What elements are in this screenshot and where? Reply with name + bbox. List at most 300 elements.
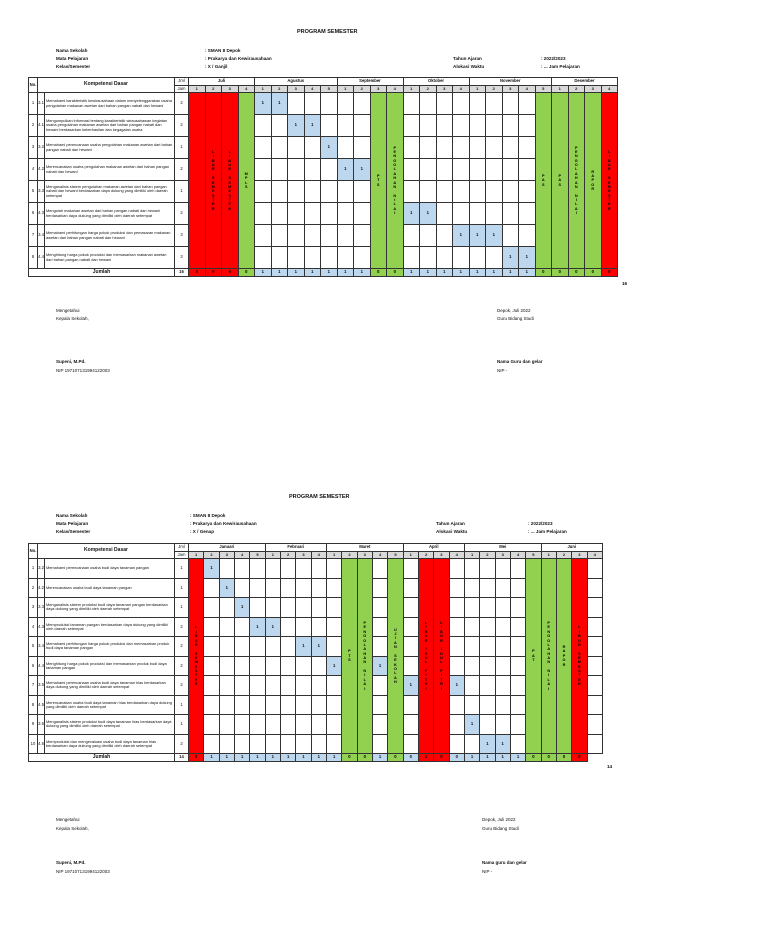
empty-cell — [495, 637, 510, 657]
empty-cell — [469, 203, 486, 225]
row-kd-text: Memahami perencanaan usaha budi daya tanaman pangan — [45, 559, 175, 579]
empty-cell — [449, 617, 464, 637]
empty-cell — [469, 159, 486, 181]
row-kd-text: Menganalisis sistem pengolahan makanan awetan dari bahan pangan nabati dan hewani berdasarkan daya dukung yang dimiliki oleh daerah setempat — [45, 181, 175, 203]
table-row — [29, 159, 618, 181]
empty-cell — [449, 715, 464, 735]
empty-cell — [403, 159, 420, 181]
empty-cell — [403, 559, 418, 579]
empty-cell — [304, 247, 321, 269]
empty-cell — [495, 715, 510, 735]
week-number: 5 — [535, 86, 552, 93]
footer-week-total: 0 — [535, 269, 552, 277]
empty-cell — [311, 676, 326, 696]
week-number: 5 — [388, 552, 403, 559]
empty-cell — [403, 598, 418, 618]
week-number: 2 — [568, 86, 585, 93]
week-number: 4 — [449, 552, 464, 559]
empty-cell — [204, 637, 219, 657]
value-kelas-semester: : X / Ganjil — [205, 64, 228, 69]
label-tahun-ajaran: Tahun Ajaran — [453, 56, 482, 61]
footer-week-total: 1 — [255, 269, 272, 277]
holiday-column — [418, 559, 433, 754]
empty-cell — [234, 715, 249, 735]
row-no: 3 — [29, 137, 38, 159]
week-number: 5 — [526, 552, 541, 559]
empty-cell — [219, 695, 234, 715]
empty-cell — [372, 715, 387, 735]
week-number: 5 — [321, 86, 338, 93]
footer-week-total: 0 — [189, 269, 206, 277]
empty-cell — [436, 159, 453, 181]
empty-cell — [311, 617, 326, 637]
week-number: 4 — [238, 86, 255, 93]
month-header: April — [403, 544, 464, 552]
schedule-cell: 1 — [337, 159, 354, 181]
week-number: 5 — [250, 552, 265, 559]
empty-cell — [304, 93, 321, 115]
empty-cell — [321, 181, 338, 203]
table-row — [29, 203, 618, 225]
holiday-column — [434, 559, 449, 754]
row-jml: 1 — [175, 695, 189, 715]
empty-cell — [234, 637, 249, 657]
empty-cell — [510, 617, 525, 637]
empty-cell — [204, 578, 219, 598]
empty-cell — [265, 676, 280, 696]
week-number: 1 — [541, 552, 556, 559]
footer-week-total: 1 — [296, 754, 311, 762]
empty-cell — [495, 578, 510, 598]
empty-cell — [453, 159, 470, 181]
empty-cell — [486, 203, 503, 225]
holiday-column — [222, 93, 239, 269]
month-header: Juni — [541, 544, 602, 552]
schedule-cell: 1 — [372, 656, 387, 676]
empty-cell — [510, 715, 525, 735]
footer-week-total: 1 — [354, 269, 371, 277]
empty-cell — [480, 578, 495, 598]
activity-column — [541, 559, 556, 754]
footer-week-total: 0 — [449, 754, 464, 762]
empty-cell — [587, 656, 602, 676]
empty-cell — [420, 137, 437, 159]
vertical-label: L I B U R S E M E S T E R — [577, 625, 581, 687]
week-number: 2 — [205, 86, 222, 93]
month-header: Desember — [552, 78, 618, 86]
row-no: 10 — [29, 734, 38, 754]
empty-cell — [326, 695, 341, 715]
empty-cell — [480, 598, 495, 618]
row-jml: 2 — [175, 115, 189, 137]
row-kd-text: Menghitung harga pokok produksi dan memasarkan produk budi daya tanaman pangan — [45, 656, 175, 676]
week-number: 2 — [556, 552, 571, 559]
table-row — [29, 695, 603, 715]
empty-cell — [403, 695, 418, 715]
row-kd-text: Memahami perhitungan harga pokok produksi dan pemasaran makanan awetan dari bahan pangan nabati dan hewani — [45, 225, 175, 247]
row-jml: 2 — [175, 734, 189, 754]
activity-column — [357, 559, 372, 754]
label-nama-sekolah: Nama Sekolah — [56, 48, 88, 53]
empty-cell — [296, 578, 311, 598]
page-title: PROGRAM SEMESTER — [297, 29, 358, 35]
label-mata-pelajaran: Mata Pelajaran — [56, 56, 89, 61]
vertical-label: L I B U R I D U L F I T R I — [440, 621, 443, 691]
empty-cell — [326, 598, 341, 618]
row-kd-code: 4.6 — [38, 734, 45, 754]
empty-cell — [304, 137, 321, 159]
empty-cell — [502, 225, 519, 247]
header-kompetensi-dasar: Kompetensi Dasar — [38, 544, 175, 559]
footer-week-total: 0 — [238, 269, 255, 277]
empty-cell — [469, 137, 486, 159]
empty-cell — [288, 225, 305, 247]
footer-week-total: 1 — [280, 754, 295, 762]
table-row — [29, 578, 603, 598]
week-number: 1 — [403, 552, 418, 559]
empty-cell — [453, 181, 470, 203]
table-row — [29, 225, 618, 247]
empty-cell — [304, 225, 321, 247]
empty-cell — [403, 637, 418, 657]
row-no: 8 — [29, 247, 38, 269]
empty-cell — [486, 115, 503, 137]
sign-teacher-nip: NIP - — [482, 869, 493, 874]
empty-cell — [420, 225, 437, 247]
empty-cell — [321, 247, 338, 269]
empty-cell — [304, 159, 321, 181]
empty-cell — [296, 598, 311, 618]
empty-cell — [288, 159, 305, 181]
row-no: 6 — [29, 203, 38, 225]
empty-cell — [234, 734, 249, 754]
footer-week-total: 0 — [526, 754, 541, 762]
empty-cell — [469, 181, 486, 203]
empty-cell — [502, 137, 519, 159]
empty-cell — [436, 115, 453, 137]
empty-cell — [449, 637, 464, 657]
row-jml: 1 — [175, 598, 189, 618]
label-tahun-ajaran: Tahun Ajaran — [436, 521, 465, 526]
footer-week-total: 1 — [436, 269, 453, 277]
footer-week-total: 0 — [541, 754, 556, 762]
empty-cell — [219, 676, 234, 696]
row-jml: 1 — [175, 181, 189, 203]
empty-cell — [255, 181, 272, 203]
empty-cell — [420, 181, 437, 203]
empty-cell — [495, 676, 510, 696]
row-jml: 2 — [175, 617, 189, 637]
sign-principal-name: Supeni, M.Pd. — [56, 359, 86, 364]
schedule-cell: 1 — [250, 617, 265, 637]
week-number: 2 — [480, 552, 495, 559]
empty-cell — [502, 181, 519, 203]
activity-column — [526, 559, 541, 754]
activity-column — [556, 559, 571, 754]
empty-cell — [234, 559, 249, 579]
row-kd-text: Memahami perencanaan usaha budi daya tanaman hias berdasarkan daya dukung yang dimiliki oleh daerah setempat — [45, 676, 175, 696]
empty-cell — [326, 637, 341, 657]
label-mata-pelajaran: Mata Pelajaran — [56, 521, 89, 526]
footer-week-total: 1 — [502, 269, 519, 277]
empty-cell — [337, 93, 354, 115]
sign-principal-name: Supeni, M.Pd. — [56, 860, 86, 865]
empty-cell — [464, 578, 479, 598]
empty-cell — [464, 637, 479, 657]
sign-mengetahui: Mengetahui — [56, 308, 80, 313]
row-jml: 1 — [175, 578, 189, 598]
row-kd-code: 3.2 — [38, 137, 45, 159]
empty-cell — [469, 115, 486, 137]
empty-cell — [204, 617, 219, 637]
month-header: Maret — [326, 544, 403, 552]
empty-cell — [403, 93, 420, 115]
header-jam: Jam — [175, 552, 189, 559]
footer-week-total: 1 — [510, 754, 525, 762]
schedule-cell: 1 — [311, 637, 326, 657]
value-tahun-ajaran: : 2022/2023 — [541, 56, 566, 61]
empty-cell — [304, 181, 321, 203]
row-no: 8 — [29, 695, 38, 715]
footer-week-total: 0 — [387, 269, 404, 277]
label-alokasi-waktu: Alokasi Waktu — [453, 64, 485, 69]
empty-cell — [219, 637, 234, 657]
empty-cell — [510, 598, 525, 618]
month-header: Februari — [265, 544, 326, 552]
empty-cell — [265, 695, 280, 715]
vertical-label: P E N G O L A H A N N I L A I — [393, 145, 397, 216]
empty-cell — [436, 181, 453, 203]
table-row — [29, 676, 603, 696]
table-row — [29, 617, 603, 637]
schedule-cell: 1 — [519, 247, 536, 269]
row-jml: 3 — [175, 247, 189, 269]
schedule-cell: 1 — [449, 676, 464, 696]
header-jam: Jam — [175, 86, 189, 93]
vertical-label: L I B U R I D U L F I T R I — [424, 621, 428, 691]
empty-cell — [480, 695, 495, 715]
empty-cell — [372, 598, 387, 618]
empty-cell — [280, 637, 295, 657]
month-header: Mei — [464, 544, 541, 552]
empty-cell — [587, 617, 602, 637]
schedule-cell: 1 — [265, 617, 280, 637]
empty-cell — [326, 617, 341, 637]
week-number: 1 — [403, 86, 420, 93]
empty-cell — [354, 115, 371, 137]
value-tahun-ajaran: : 2022/2023 — [528, 521, 553, 526]
empty-cell — [480, 617, 495, 637]
month-header: Oktober — [403, 78, 469, 86]
row-jml: 2 — [175, 159, 189, 181]
empty-cell — [372, 578, 387, 598]
sign-place-date: Depok, Juli 2022 — [482, 817, 516, 822]
empty-cell — [255, 137, 272, 159]
row-kd-code: 4.5 — [38, 695, 45, 715]
row-kd-text: Memproduksi dan mengevaluasi usaha budi daya tanaman hias berdasarkan daya dukung yang dimiliki oleh daerah setempat — [45, 734, 175, 754]
empty-cell — [372, 695, 387, 715]
program-semester-table — [28, 543, 603, 762]
empty-cell — [288, 203, 305, 225]
empty-cell — [250, 598, 265, 618]
footer-week-total: 0 — [568, 269, 585, 277]
schedule-cell: 1 — [453, 225, 470, 247]
label-kelas-semester: Kelas/Semester — [56, 529, 91, 534]
empty-cell — [271, 225, 288, 247]
empty-cell — [219, 734, 234, 754]
week-number: 2 — [204, 552, 219, 559]
row-kd-code: 3.4 — [38, 637, 45, 657]
week-number: 1 — [189, 86, 206, 93]
empty-cell — [311, 734, 326, 754]
row-jml: 1 — [175, 137, 189, 159]
row-no: 7 — [29, 225, 38, 247]
footer-week-total: 0 — [601, 269, 618, 277]
empty-cell — [372, 734, 387, 754]
schedule-cell: 1 — [296, 637, 311, 657]
schedule-cell: 1 — [403, 676, 418, 696]
footer-week-total: 0 — [552, 269, 569, 277]
footer-week-total: 1 — [271, 269, 288, 277]
empty-cell — [403, 578, 418, 598]
empty-cell — [486, 93, 503, 115]
row-kd-code: 4.4 — [38, 247, 45, 269]
vertical-label: P E N G O L A H A N N I L A I — [363, 621, 367, 691]
empty-cell — [219, 617, 234, 637]
empty-cell — [250, 695, 265, 715]
vertical-label: P A S — [541, 173, 545, 187]
empty-cell — [480, 656, 495, 676]
empty-cell — [204, 695, 219, 715]
empty-cell — [510, 578, 525, 598]
empty-cell — [204, 734, 219, 754]
empty-cell — [296, 559, 311, 579]
holiday-column — [205, 93, 222, 269]
sign-guru-bidang-studi: Guru Bidang Studi — [497, 316, 534, 321]
row-no: 6 — [29, 656, 38, 676]
row-jml: 1 — [175, 559, 189, 579]
empty-cell — [449, 734, 464, 754]
empty-cell — [354, 203, 371, 225]
week-number: 4 — [453, 86, 470, 93]
empty-cell — [403, 734, 418, 754]
empty-cell — [469, 93, 486, 115]
sign-principal-nip: NIP 197107131994122003 — [56, 368, 110, 373]
week-number: 3 — [502, 86, 519, 93]
row-kd-code: 3.6 — [38, 715, 45, 735]
empty-cell — [453, 93, 470, 115]
empty-cell — [354, 137, 371, 159]
empty-cell — [449, 578, 464, 598]
week-number: 1 — [464, 552, 479, 559]
row-no: 2 — [29, 115, 38, 137]
empty-cell — [219, 559, 234, 579]
week-number: 3 — [222, 86, 239, 93]
row-kd-code: 4.4 — [38, 656, 45, 676]
empty-cell — [255, 203, 272, 225]
week-number: 3 — [357, 552, 372, 559]
empty-cell — [337, 115, 354, 137]
row-no: 1 — [29, 93, 38, 115]
empty-cell — [480, 637, 495, 657]
row-no: 4 — [29, 617, 38, 637]
week-number: 1 — [189, 552, 204, 559]
empty-cell — [519, 225, 536, 247]
empty-cell — [337, 225, 354, 247]
empty-cell — [480, 715, 495, 735]
vertical-label: L I B U R S E M E S T E R — [607, 149, 611, 211]
sign-guru-bidang-studi: Guru Bidang Studi — [482, 826, 519, 831]
empty-cell — [288, 137, 305, 159]
empty-cell — [420, 247, 437, 269]
schedule-cell: 1 — [354, 159, 371, 181]
empty-cell — [587, 598, 602, 618]
empty-cell — [403, 617, 418, 637]
empty-cell — [280, 695, 295, 715]
schedule-cell: 1 — [304, 115, 321, 137]
empty-cell — [464, 676, 479, 696]
empty-cell — [436, 203, 453, 225]
schedule-cell: 1 — [403, 203, 420, 225]
footer-week-total: 0 — [370, 269, 387, 277]
schedule-cell: 1 — [271, 93, 288, 115]
footer-jumlah: Jumlah — [29, 269, 175, 277]
vertical-label: P A S — [558, 173, 562, 187]
empty-cell — [296, 676, 311, 696]
empty-cell — [296, 715, 311, 735]
empty-cell — [449, 656, 464, 676]
sign-mengetahui: Mengetahui — [56, 817, 80, 822]
footer-week-total: 1 — [304, 269, 321, 277]
row-no: 1 — [29, 559, 38, 579]
empty-cell — [255, 159, 272, 181]
empty-cell — [288, 247, 305, 269]
footer-week-total: 1 — [486, 269, 503, 277]
empty-cell — [296, 656, 311, 676]
empty-cell — [510, 656, 525, 676]
sign-teacher-name: Nama Guru dan gelar — [497, 359, 543, 364]
holiday-column — [572, 559, 587, 754]
footer-week-total: 1 — [204, 754, 219, 762]
row-jml: 2 — [175, 637, 189, 657]
empty-cell — [453, 247, 470, 269]
empty-cell — [337, 137, 354, 159]
week-number: 2 — [280, 552, 295, 559]
empty-cell — [204, 656, 219, 676]
schedule-cell: 1 — [420, 203, 437, 225]
table-row — [29, 734, 603, 754]
schedule-cell: 1 — [321, 137, 338, 159]
footer-total-jml: 16 — [175, 269, 189, 277]
row-kd-code: 3.5 — [38, 676, 45, 696]
empty-cell — [453, 115, 470, 137]
footer-week-total: 1 — [420, 269, 437, 277]
empty-cell — [510, 559, 525, 579]
row-jml: 2 — [175, 656, 189, 676]
vertical-label: P E N G O L A H A N N I L A I — [547, 621, 551, 691]
value-kelas-semester: : X / Genap — [190, 529, 214, 534]
month-header: Agustus — [255, 78, 338, 86]
activity-column — [238, 93, 255, 269]
empty-cell — [255, 115, 272, 137]
footer-week-total: 0 — [434, 754, 449, 762]
schedule-cell: 1 — [486, 225, 503, 247]
week-number: 3 — [585, 86, 602, 93]
empty-cell — [234, 578, 249, 598]
activity-column — [370, 93, 387, 269]
empty-cell — [372, 676, 387, 696]
empty-cell — [280, 559, 295, 579]
